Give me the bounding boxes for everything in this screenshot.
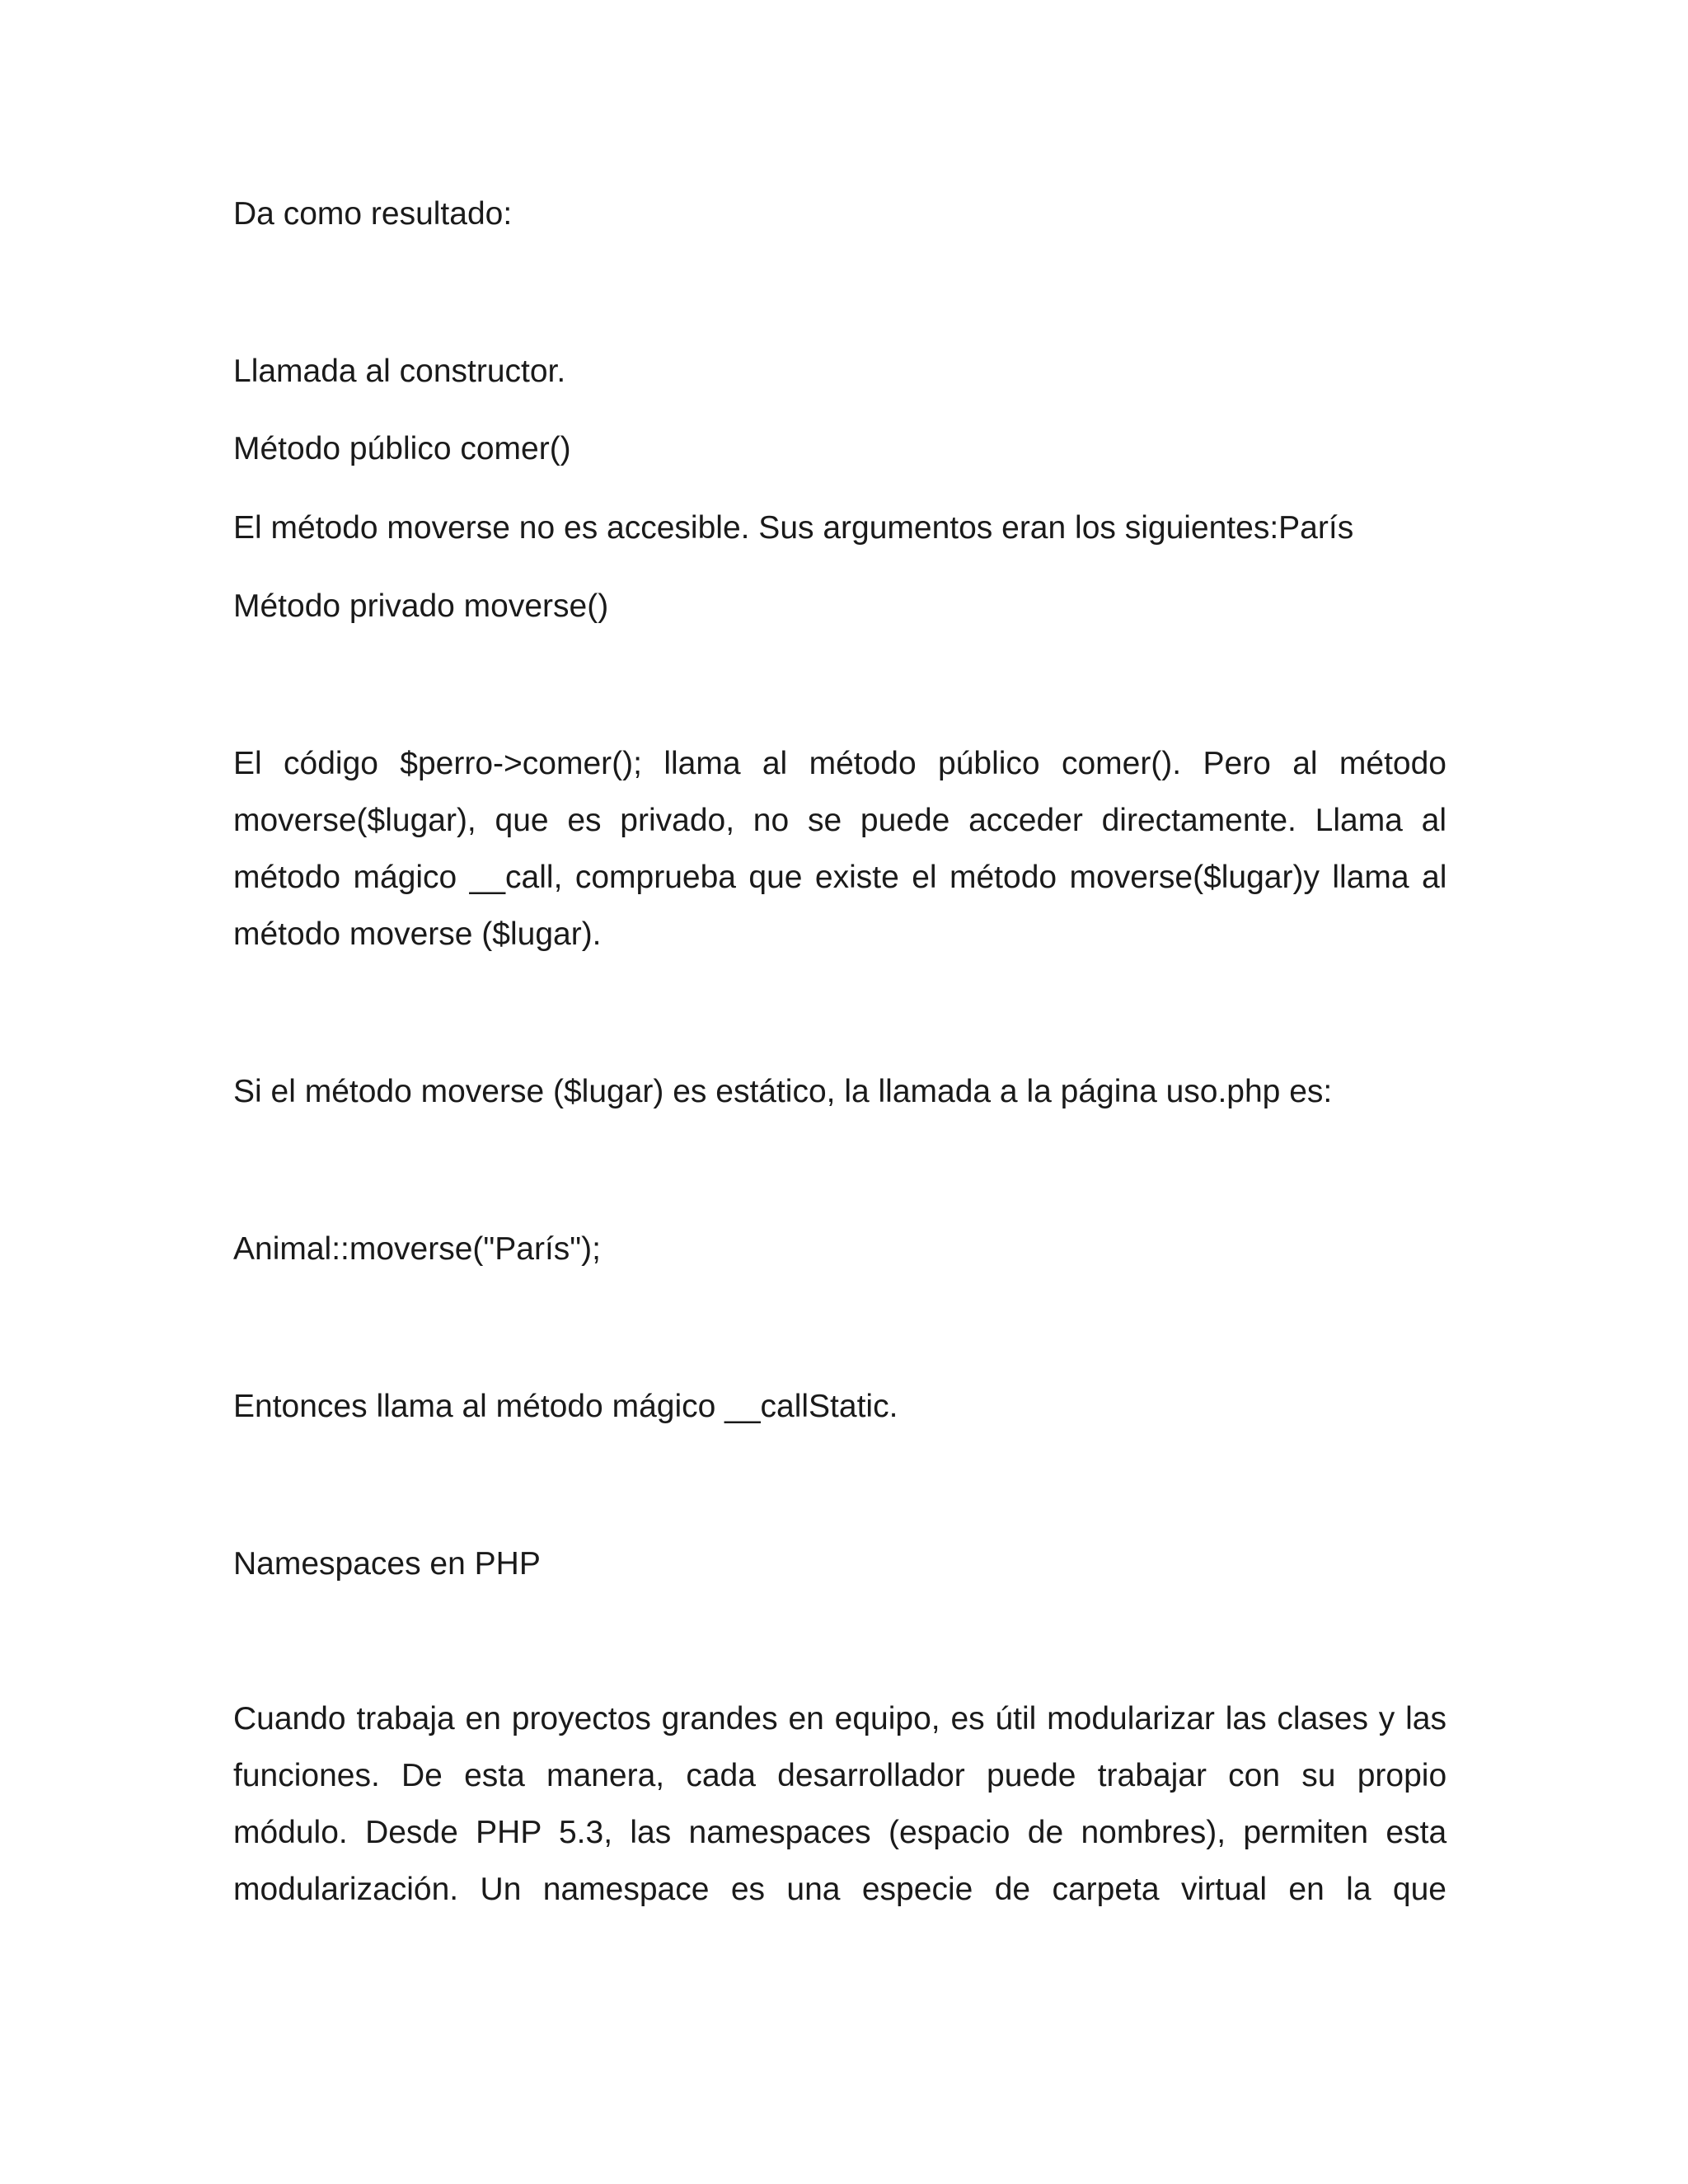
paragraph-line: moverse($lugar), que es privado, no se puede acceder directamente. Llama al (233, 803, 1447, 838)
paragraph-line: Cuando trabaja en proyectos grandes en equipo, es útil modularizar las clases y las (233, 1701, 1447, 1736)
paragraph-line: El código $perro->comer(); llama al método público comer(). Pero al método (233, 746, 1447, 781)
paragraph-call-explanation (233, 735, 1447, 963)
paragraph-line: funciones. De esta manera, cada desarrollador puede trabajar con su propio (233, 1758, 1447, 1793)
text-line-result-intro: Da como resultado: (233, 196, 513, 232)
paragraph-line: módulo. Desde PHP 5.3, las namespaces (espacio de nombres), permiten esta (233, 1815, 1447, 1850)
text-line-callstatic: Entonces llama al método mágico __callStatic. (233, 1389, 898, 1424)
paragraph-line: método mágico __call, comprueba que existe el método moverse($lugar)y llama al (233, 860, 1447, 895)
paragraph-line: método moverse ($lugar). (233, 916, 602, 952)
code-line-static-call: Animal::moverse("París"); (233, 1231, 601, 1267)
text-line-not-accessible: El método moverse no es accesible. Sus argumentos eran los siguientes:París (233, 510, 1354, 546)
paragraph-namespaces (233, 1690, 1447, 1918)
section-heading-namespaces: Namespaces en PHP (233, 1546, 541, 1582)
text-line-public-method: Método público comer() (233, 431, 571, 466)
text-line-private-method: Método privado moverse() (233, 588, 609, 624)
paragraph-line: modularización. Un namespace es una especie de carpeta virtual en la que (233, 1872, 1447, 1907)
text-line-static-call: Si el método moverse ($lugar) es estático, la llamada a la página uso.php es: (233, 1074, 1333, 1109)
text-line-constructor: Llamada al constructor. (233, 354, 566, 389)
